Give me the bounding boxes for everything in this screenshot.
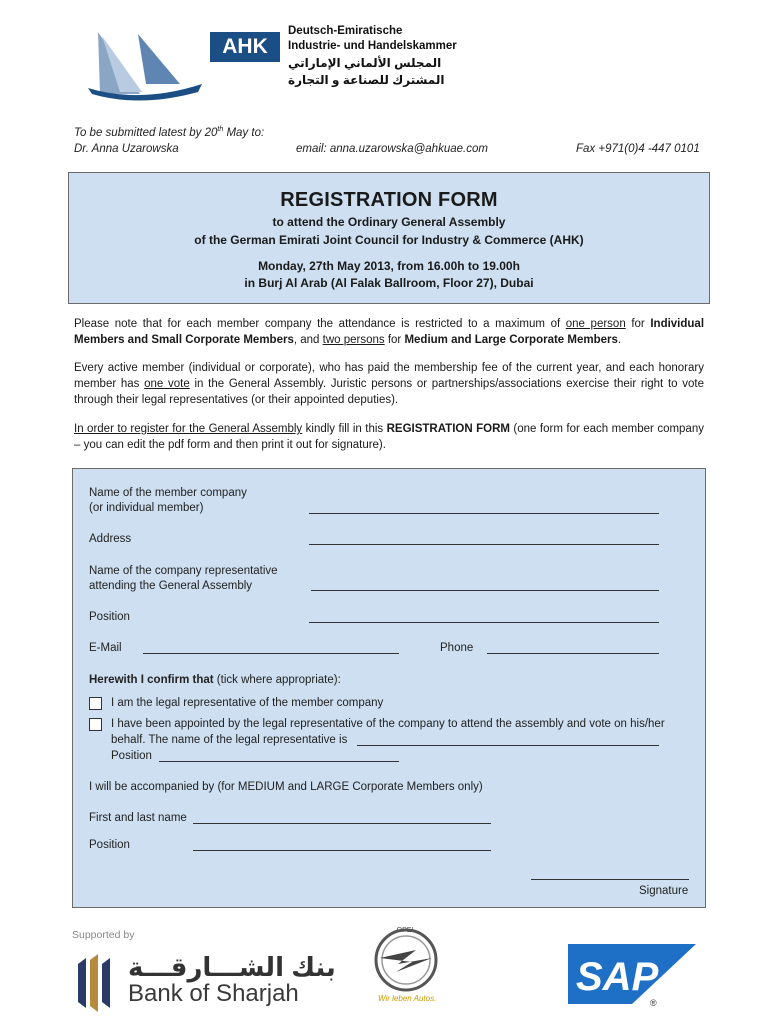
opel-logo	[368, 922, 444, 1010]
legal-rep-position-label: Position	[111, 750, 152, 762]
appointed-option-line1: I have been appointed by the legal representative of the company to attend the assembly and vote on his/her	[111, 718, 665, 730]
form-title: REGISTRATION FORM	[280, 189, 498, 211]
contact-fax: Fax +971(0)4 -447 0101	[576, 143, 700, 155]
confirm-heading: Herewith I confirm that (tick where appropriate):	[89, 674, 341, 686]
company-label: Name of the member company (or individual member)	[89, 487, 247, 514]
org-name-arabic-line2: المشترك للصناعة و التجارة	[288, 73, 445, 87]
phone-label: Phone	[440, 642, 474, 654]
signature-label: Signature	[639, 885, 689, 897]
legal-rep-option: I am the legal representative of the member company	[111, 697, 384, 709]
legal-rep-position-field[interactable]	[159, 761, 399, 762]
bank-emblem-icon	[72, 954, 118, 1012]
representative-field[interactable]	[311, 590, 659, 591]
opel-blitz-icon	[368, 922, 444, 994]
registration-header-box	[68, 172, 710, 304]
bank-name-arabic: بنك الشـــارقـــة	[128, 952, 336, 982]
companion-position-field[interactable]	[193, 850, 491, 851]
event-line2: of the German Emirati Joint Council for Industry & Commerce (AHK)	[194, 233, 584, 247]
registration-fields-box	[72, 468, 706, 908]
contact-name: Dr. Anna Uzarowska	[74, 143, 179, 155]
email-field[interactable]	[143, 653, 399, 654]
ahk-mark: AHK	[210, 32, 280, 62]
accompanied-note: I will be accompanied by (for MEDIUM and LARGE Corporate Members only)	[89, 781, 483, 793]
sap-registered-mark: ®	[650, 998, 657, 1008]
legal-rep-checkbox[interactable]	[89, 697, 102, 710]
registration-instructions: In order to register for the General Assembly kindly fill in this REGISTRATION FORM (one form for each member company – you can edit the pdf form and then print it out for signature).	[74, 423, 704, 451]
voting-rights-note: Every active member (individual or corporate), who has paid the membership fee of the current year, and each honorary member has one vote in the General Assembly. Juristic persons or partnerships/associations exercise their right to vote through their legal representatives (or their appointed deputies).	[74, 362, 704, 406]
event-date: Monday, 27th May 2013, from 16.00h to 19.00h	[258, 259, 520, 273]
event-venue: in Burj Al Arab (Al Falak Ballroom, Floor 27), Dubai	[244, 276, 534, 290]
sap-logo	[568, 940, 700, 1012]
position-label: Position	[89, 611, 130, 623]
address-label: Address	[89, 533, 132, 545]
opel-ring-text: OPEL	[396, 927, 416, 934]
sap-mark-icon	[568, 940, 700, 1012]
sap-wordmark: SAP	[576, 955, 659, 999]
submission-deadline: To be submitted latest by 20th May to:	[74, 126, 265, 139]
legal-rep-name-field[interactable]	[357, 745, 659, 746]
appointed-checkbox[interactable]	[89, 718, 102, 731]
position-field[interactable]	[309, 622, 659, 623]
first-last-name-label: First and last name	[89, 812, 187, 824]
bank-name-english: Bank of Sharjah	[128, 980, 299, 1007]
dhow-boat-icon	[80, 22, 210, 102]
org-name-line2: Industrie- und Handelskammer	[288, 40, 457, 52]
event-line1: to attend the Ordinary General Assembly	[272, 215, 506, 229]
first-last-name-field[interactable]	[193, 823, 491, 824]
contact-email[interactable]: email: anna.uzarowska@ahkuae.com	[296, 143, 488, 155]
company-field[interactable]	[309, 513, 659, 514]
signature-field[interactable]	[531, 879, 689, 880]
attendance-note: Please note that for each member company the attendance is restricted to a maximum of one person for Individual Members and Small Corporate Members, and two persons for Medium and Large Corporate Members.	[74, 318, 705, 346]
org-name-arabic-line1: المجلس الألماني الإماراتي	[288, 56, 442, 70]
opel-tagline: Wir leben Autos.	[378, 994, 437, 1003]
appointed-option-line2: behalf. The name of the legal representative is	[111, 734, 348, 746]
email-label: E-Mail	[89, 642, 122, 654]
representative-label: Name of the company representative attending the General Assembly	[89, 565, 278, 592]
address-field[interactable]	[309, 544, 659, 545]
supported-by-label: Supported by	[72, 929, 135, 941]
companion-position-label: Position	[89, 839, 130, 851]
bank-of-sharjah-logo	[72, 948, 336, 1014]
ahk-logo	[80, 22, 457, 102]
org-name-line1: Deutsch-Emiratische	[288, 25, 403, 37]
phone-field[interactable]	[487, 653, 659, 654]
